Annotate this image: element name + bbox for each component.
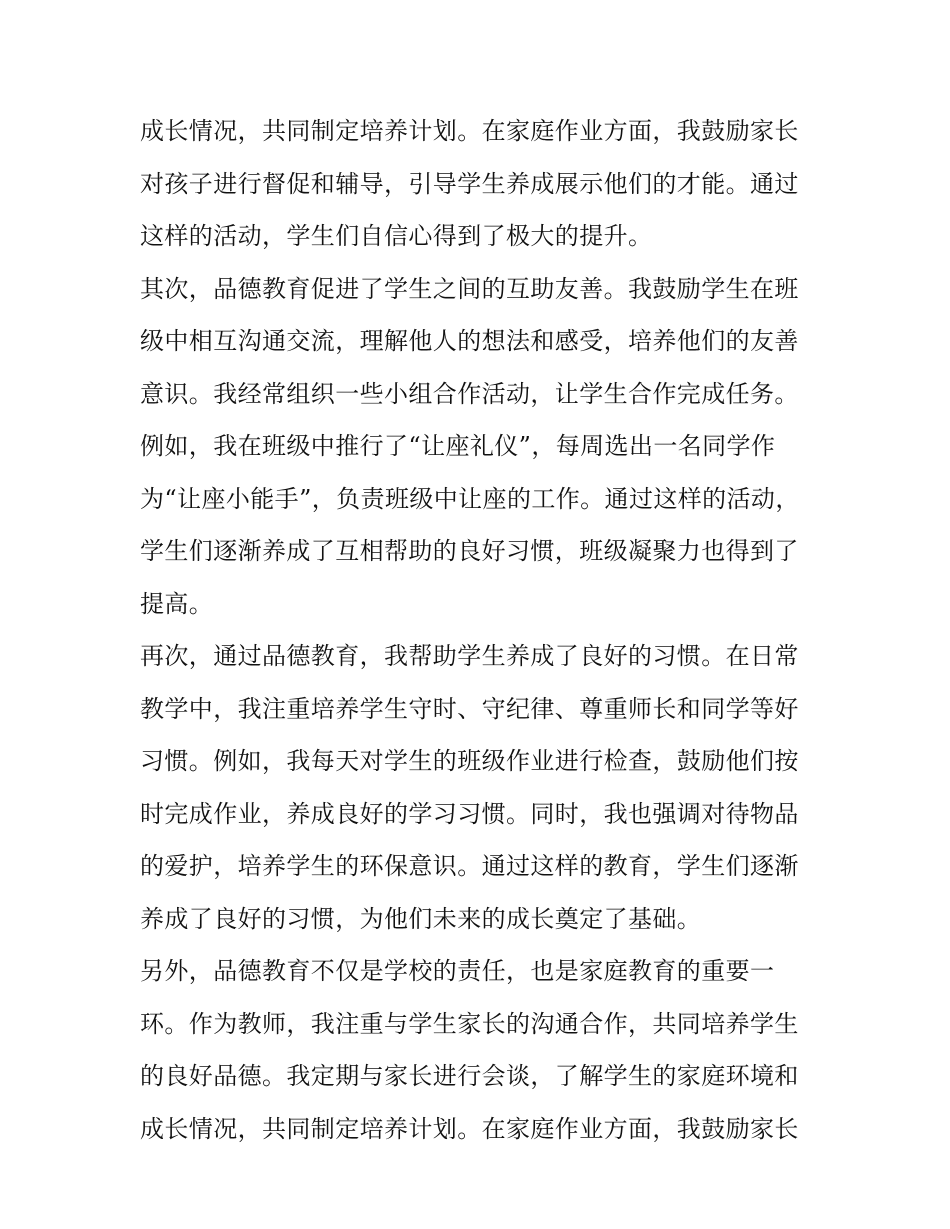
text-line: 养成了良好的习惯，为他们未来的成长奠定了基础。 bbox=[140, 904, 702, 933]
text-line: 这样的活动，学生们自信心得到了极大的提升。 bbox=[140, 222, 653, 250]
text-line: 的爱护，培养学生的环保意识。通过这样的教育，学生们逐渐 bbox=[140, 852, 799, 880]
text-line: 环。作为教师，我注重与学生家长的沟通合作，共同培养学生 bbox=[140, 1009, 799, 1038]
text-line: 提高。 bbox=[140, 589, 214, 618]
text-line: 的良好品德。我定期与家长进行会谈，了解学生的家庭环境和 bbox=[140, 1062, 799, 1090]
text-line: 另外，品德教育不仅是学校的责任，也是家庭教育的重要一 bbox=[140, 957, 775, 985]
text-line: 时完成作业，养成良好的学习习惯。同时，我也强调对待物品 bbox=[140, 799, 799, 828]
text-line: 级中相互沟通交流，理解他人的想法和感受，培养他们的友善 bbox=[140, 327, 799, 355]
text-line: 习惯。例如，我每天对学生的班级作业进行检查，鼓励他们按 bbox=[140, 747, 799, 775]
text-line: 成长情况，共同制定培养计划。在家庭作业方面，我鼓励家长 bbox=[140, 1114, 799, 1143]
text-line: 对孩子进行督促和辅导，引导学生养成展示他们的才能。通过 bbox=[140, 169, 799, 198]
document-body bbox=[140, 105, 815, 1155]
text-line: 学生们逐渐养成了互相帮助的良好习惯，班级凝聚力也得到了 bbox=[140, 537, 799, 565]
text-line: 例如，我在班级中推行了“让座礼仪”，每周选出一名同学作 bbox=[140, 432, 776, 460]
text-line: 再次，通过品德教育，我帮助学生养成了良好的习惯。在日常 bbox=[140, 642, 799, 670]
text-line: 成长情况，共同制定培养计划。在家庭作业方面，我鼓励家长 bbox=[140, 117, 799, 145]
text-line: 其次，品德教育促进了学生之间的互助友善。我鼓励学生在班 bbox=[140, 274, 799, 303]
text-line: 为“让座小能手”，负责班级中让座的工作。通过这样的活动， bbox=[140, 484, 800, 513]
text-line: 意识。我经常组织一些小组合作活动，让学生合作完成任务。 bbox=[140, 379, 799, 408]
text-line: 教学中，我注重培养学生守时、守纪律、尊重师长和同学等好 bbox=[140, 694, 799, 723]
